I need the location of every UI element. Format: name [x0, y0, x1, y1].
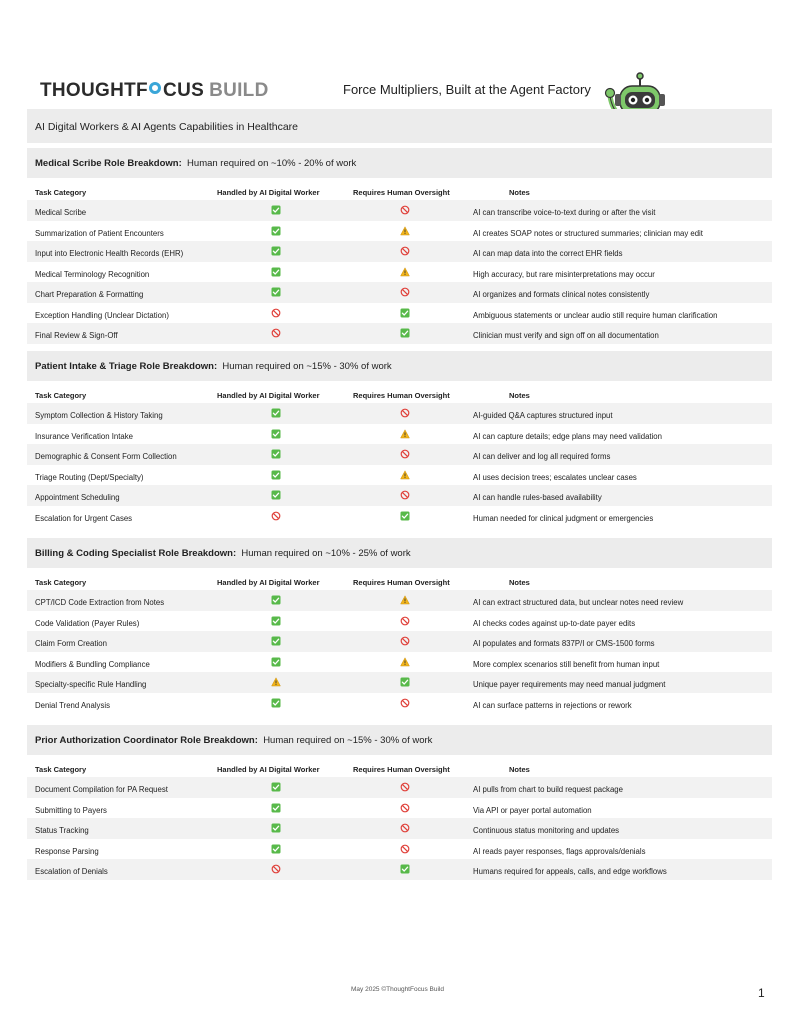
table-row — [27, 506, 772, 527]
notes-cell: AI organizes and formats clinical notes consistently — [473, 290, 650, 299]
notes-cell: Continuous status monitoring and updates — [473, 826, 620, 835]
prohibited-icon — [271, 328, 281, 338]
table-row — [27, 200, 772, 221]
prohibited-icon — [271, 864, 281, 874]
task-category-cell: Escalation of Denials — [35, 867, 108, 876]
warning-icon — [271, 677, 281, 687]
section-header — [27, 351, 772, 381]
notes-cell: AI can surface patterns in rejections or rework — [473, 700, 632, 710]
table-row — [27, 652, 772, 673]
notes-cell: AI reads payer responses, flags approvals/denials — [473, 846, 646, 856]
green-check-icon — [271, 636, 281, 646]
task-category-cell: Symptom Collection & History Taking — [35, 411, 163, 420]
section-subtitle: Human required on ~10% - 20% of work — [187, 158, 357, 169]
task-category-cell: Response Parsing — [35, 846, 99, 856]
green-check-icon — [271, 470, 281, 480]
green-check-icon — [271, 490, 281, 500]
task-category-cell: Triage Routing (Dept/Specialty) — [35, 472, 144, 482]
warning-icon — [400, 657, 410, 667]
document-title-bar — [27, 109, 772, 143]
logo-text-build: BUILD — [209, 80, 269, 101]
table-header — [27, 755, 772, 777]
section-title: Patient Intake & Triage Role Breakdown: — [35, 361, 218, 372]
table-row — [27, 590, 772, 611]
task-category-cell: Escalation for Urgent Cases — [35, 513, 133, 523]
task-category-cell: Specialty-specific Rule Handling — [35, 680, 147, 689]
col-handled-by-ai: Handled by AI Digital Worker — [217, 391, 320, 400]
task-category-cell: Modifiers & Bundling Compliance — [35, 659, 150, 669]
prohibited-icon — [400, 205, 410, 215]
col-task-category: Task Category — [35, 391, 87, 400]
notes-cell: AI can map data into the correct EHR fields — [473, 249, 623, 258]
col-notes: Notes — [509, 188, 530, 197]
green-check-icon — [271, 844, 281, 854]
table-row — [27, 444, 772, 465]
task-category-cell: Medical Scribe — [35, 208, 87, 217]
notes-cell: Unique payer requirements may need manual judgment — [473, 680, 666, 689]
prohibited-icon — [400, 408, 410, 418]
col-task-category: Task Category — [35, 765, 87, 774]
table-row — [27, 693, 772, 714]
green-check-icon — [271, 595, 281, 605]
logo-o-ring — [148, 80, 163, 102]
table-row — [27, 777, 772, 798]
prohibited-icon — [400, 449, 410, 459]
task-category-cell: Submitting to Payers — [35, 805, 107, 815]
notes-cell: High accuracy, but rare misinterpretations may occur — [473, 269, 655, 279]
notes-cell: Humans required for appeals, calls, and edge workflows — [473, 867, 667, 876]
col-handled-by-ai: Handled by AI Digital Worker — [217, 578, 320, 587]
section-prior-authorization — [27, 725, 772, 880]
notes-cell: Clinician must verify and sign off on all documentation — [473, 331, 659, 340]
green-check-icon — [271, 657, 281, 667]
green-check-icon — [271, 803, 281, 813]
green-check-icon — [271, 698, 281, 708]
section-subtitle: Human required on ~15% - 30% of work — [263, 735, 433, 746]
col-notes: Notes — [509, 765, 530, 774]
table-row — [27, 631, 772, 652]
green-check-icon — [271, 267, 281, 277]
task-category-cell: Denial Trend Analysis — [35, 700, 110, 710]
table-header — [27, 178, 772, 200]
green-check-icon — [271, 205, 281, 215]
green-check-icon — [271, 429, 281, 439]
table-row — [27, 323, 772, 344]
notes-cell: AI can transcribe voice-to-text during or after the visit — [473, 208, 656, 217]
notes-cell: Ambiguous statements or unclear audio still require human clarification — [473, 310, 718, 320]
warning-icon — [400, 595, 410, 605]
table-row — [27, 303, 772, 324]
warning-icon — [400, 267, 410, 277]
document-title: AI Digital Workers & AI Agents Capabilities in Healthcare — [35, 121, 299, 133]
prohibited-icon — [400, 844, 410, 854]
section-header — [27, 725, 772, 755]
task-category-cell: CPT/ICD Code Extraction from Notes — [35, 598, 165, 607]
col-handled-by-ai: Handled by AI Digital Worker — [217, 765, 320, 774]
table-row — [27, 611, 772, 632]
task-category-cell: Input into Electronic Health Records (EHR) — [35, 249, 184, 258]
notes-cell: AI can handle rules-based availability — [473, 493, 602, 502]
section-title: Billing & Coding Specialist Role Breakdown: — [35, 548, 237, 559]
table-row — [27, 485, 772, 506]
prohibited-icon — [400, 636, 410, 646]
table-row — [27, 403, 772, 424]
task-category-cell: Demographic & Consent Form Collection — [35, 452, 177, 461]
green-check-icon — [271, 226, 281, 236]
table-row — [27, 798, 772, 819]
notes-cell: AI can deliver and log all required forms — [473, 452, 611, 461]
task-category-cell: Summarization of Patient Encounters — [35, 228, 164, 238]
task-category-cell: Medical Terminology Recognition — [35, 269, 150, 279]
tagline: Force Multipliers, Built at the Agent Factory — [343, 82, 591, 97]
task-category-cell: Final Review & Sign-Off — [35, 331, 118, 340]
section-title: Medical Scribe Role Breakdown: — [35, 158, 182, 169]
notes-cell: AI can capture details; edge plans may need validation — [473, 431, 662, 441]
footer-text: May 2025 ©ThoughtFocus Build — [351, 986, 444, 993]
green-check-icon — [400, 677, 410, 687]
task-category-cell: Status Tracking — [35, 826, 89, 835]
table-row — [27, 424, 772, 445]
green-check-icon — [271, 246, 281, 256]
col-notes: Notes — [509, 391, 530, 400]
prohibited-icon — [400, 823, 410, 833]
table-row — [27, 859, 772, 880]
section-title: Prior Authorization Coordinator Role Breakdown: — [35, 735, 258, 746]
green-check-icon — [400, 864, 410, 874]
prohibited-icon — [400, 246, 410, 256]
notes-cell: AI uses decision trees; escalates unclear cases — [473, 472, 637, 482]
notes-cell: More complex scenarios still benefit from human input — [473, 659, 660, 669]
notes-cell: Human needed for clinical judgment or emergencies — [473, 513, 654, 523]
green-check-icon — [271, 408, 281, 418]
table-row — [27, 465, 772, 486]
task-category-cell: Chart Preparation & Formatting — [35, 290, 144, 299]
prohibited-icon — [271, 511, 281, 521]
page-number: 1 — [758, 986, 765, 1000]
table-row — [27, 839, 772, 860]
task-category-cell: Claim Form Creation — [35, 639, 107, 648]
green-check-icon — [400, 308, 410, 318]
section-subtitle: Human required on ~15% - 30% of work — [222, 361, 392, 372]
prohibited-icon — [400, 803, 410, 813]
section-medical-scribe — [27, 148, 772, 344]
green-check-icon — [271, 616, 281, 626]
thoughtfocus-build-logo — [40, 80, 269, 102]
col-human-oversight: Requires Human Oversight — [353, 765, 450, 774]
col-human-oversight: Requires Human Oversight — [353, 391, 450, 400]
table-row — [27, 221, 772, 242]
col-task-category: Task Category — [35, 578, 87, 587]
prohibited-icon — [400, 616, 410, 626]
green-check-icon — [271, 287, 281, 297]
green-check-icon — [271, 823, 281, 833]
prohibited-icon — [400, 287, 410, 297]
table-row — [27, 262, 772, 283]
green-check-icon — [271, 782, 281, 792]
prohibited-icon — [400, 782, 410, 792]
notes-cell: AI can extract structured data, but unclear notes need review — [473, 598, 684, 607]
task-category-cell: Document Compilation for PA Request — [35, 785, 168, 794]
col-human-oversight: Requires Human Oversight — [353, 578, 450, 587]
col-handled-by-ai: Handled by AI Digital Worker — [217, 188, 320, 197]
table-row — [27, 818, 772, 839]
prohibited-icon — [271, 308, 281, 318]
notes-cell: AI-guided Q&A captures structured input — [473, 411, 613, 420]
prohibited-icon — [400, 490, 410, 500]
green-check-icon — [400, 511, 410, 521]
section-patient-intake — [27, 351, 772, 526]
task-category-cell: Exception Handling (Unclear Dictation) — [35, 310, 169, 320]
logo-text-thought: THOUGHTF — [40, 80, 148, 101]
notes-cell: AI pulls from chart to build request package — [473, 785, 623, 794]
logo-text-cus: CUS — [163, 80, 205, 101]
notes-cell: AI checks codes against up-to-date payer edits — [473, 618, 636, 628]
col-human-oversight: Requires Human Oversight — [353, 188, 450, 197]
warning-icon — [400, 226, 410, 236]
green-check-icon — [400, 328, 410, 338]
table-row — [27, 672, 772, 693]
warning-icon — [400, 470, 410, 480]
col-notes: Notes — [509, 578, 530, 587]
task-category-cell: Appointment Scheduling — [35, 493, 120, 502]
col-task-category: Task Category — [35, 188, 87, 197]
table-header — [27, 381, 772, 403]
section-header — [27, 538, 772, 568]
section-subtitle: Human required on ~10% - 25% of work — [241, 548, 411, 559]
green-check-icon — [271, 449, 281, 459]
notes-cell: AI creates SOAP notes or structured summaries; clinician may edit — [473, 228, 703, 238]
notes-cell: AI populates and formats 837P/I or CMS-1500 forms — [473, 639, 655, 648]
task-category-cell: Insurance Verification Intake — [35, 431, 133, 441]
notes-cell: Via API or payer portal automation — [473, 805, 592, 815]
warning-icon — [400, 429, 410, 439]
prohibited-icon — [400, 698, 410, 708]
section-header — [27, 148, 772, 178]
table-row — [27, 282, 772, 303]
table-header — [27, 568, 772, 590]
table-row — [27, 241, 772, 262]
task-category-cell: Code Validation (Payer Rules) — [35, 618, 140, 628]
section-billing-coding — [27, 538, 772, 713]
